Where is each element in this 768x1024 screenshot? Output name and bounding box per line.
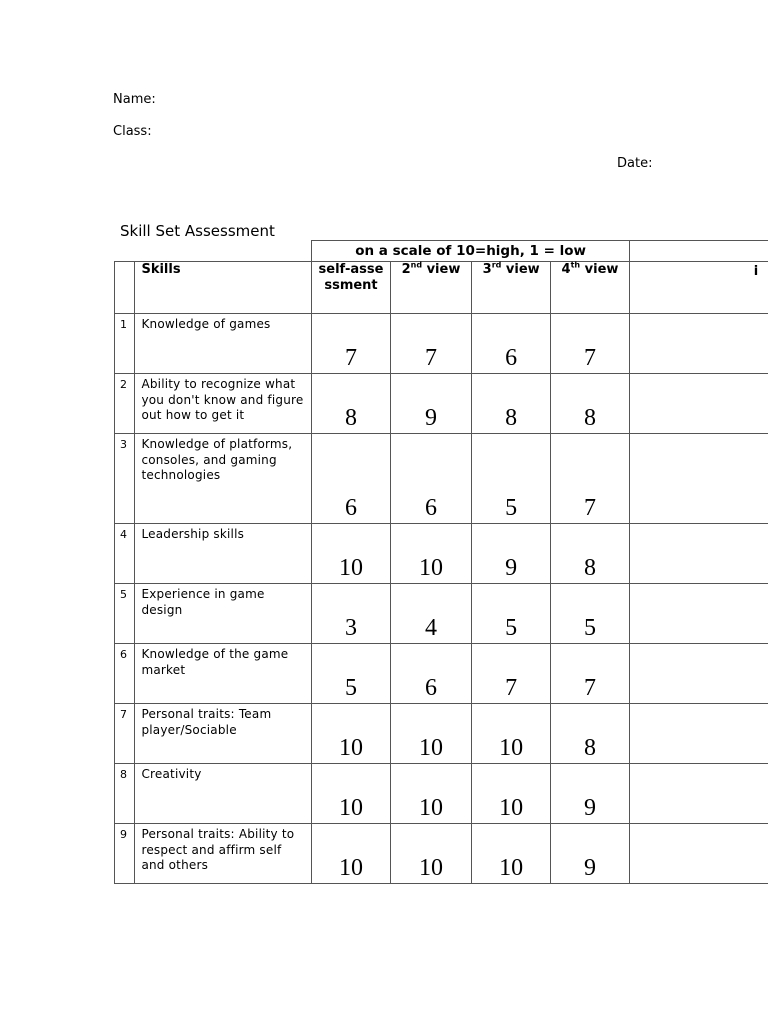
skills-column-header: Skills bbox=[135, 262, 312, 314]
score-cell: 7 bbox=[312, 314, 390, 374]
row-number: 3 bbox=[115, 434, 135, 524]
score-cell: 6 bbox=[390, 434, 472, 524]
name-label: Name: bbox=[113, 92, 156, 107]
extra-cell bbox=[629, 524, 768, 584]
score-cell: 6 bbox=[472, 314, 551, 374]
scale-header: on a scale of 10=high, 1 = low bbox=[312, 241, 630, 262]
table-row bbox=[115, 374, 768, 434]
score-cell: 8 bbox=[312, 374, 390, 434]
score-cell: 10 bbox=[472, 824, 551, 884]
column-header-row bbox=[115, 262, 768, 314]
table-row bbox=[115, 824, 768, 884]
extra-cell bbox=[629, 584, 768, 644]
date-label: Date: bbox=[617, 156, 653, 171]
document-title: Skill Set Assessment bbox=[120, 222, 275, 240]
row-number: 5 bbox=[115, 584, 135, 644]
skill-name: Personal traits: Team player/Sociable bbox=[135, 704, 312, 764]
row-number: 4 bbox=[115, 524, 135, 584]
skill-name: Experience in game design bbox=[135, 584, 312, 644]
row-number: 1 bbox=[115, 314, 135, 374]
extra-column-header: i bbox=[629, 262, 768, 314]
score-cell: 5 bbox=[312, 644, 390, 704]
score-cell: 8 bbox=[551, 524, 630, 584]
score-cell: 9 bbox=[472, 524, 551, 584]
extra-cell bbox=[629, 314, 768, 374]
score-cell: 10 bbox=[472, 704, 551, 764]
table-row bbox=[115, 644, 768, 704]
score-cell: 9 bbox=[551, 764, 630, 824]
extra-cell bbox=[629, 824, 768, 884]
extra-cell bbox=[629, 374, 768, 434]
view-3-header: 3rd view bbox=[472, 262, 551, 314]
table-row bbox=[115, 584, 768, 644]
score-cell: 7 bbox=[472, 644, 551, 704]
score-cell: 4 bbox=[390, 584, 472, 644]
score-cell: 7 bbox=[551, 434, 630, 524]
view-4-header: 4th view bbox=[551, 262, 630, 314]
self-assessment-label: self-assessment bbox=[318, 262, 384, 293]
skill-name: Creativity bbox=[135, 764, 312, 824]
skill-name: Personal traits: Ability to respect and affirm self and others bbox=[135, 824, 312, 884]
table-row bbox=[115, 434, 768, 524]
row-number: 7 bbox=[115, 704, 135, 764]
row-number: 9 bbox=[115, 824, 135, 884]
skill-assessment-table bbox=[114, 240, 768, 884]
self-assessment-header bbox=[312, 262, 390, 314]
table-row bbox=[115, 704, 768, 764]
scale-header-row bbox=[115, 241, 768, 262]
row-number: 2 bbox=[115, 374, 135, 434]
score-cell: 8 bbox=[551, 374, 630, 434]
extra-cell bbox=[629, 764, 768, 824]
score-cell: 9 bbox=[551, 824, 630, 884]
score-cell: 3 bbox=[312, 584, 390, 644]
skill-name: Ability to recognize what you don't know and figure out how to get it bbox=[135, 374, 312, 434]
score-cell: 10 bbox=[312, 524, 390, 584]
table-row bbox=[115, 314, 768, 374]
score-cell: 6 bbox=[312, 434, 390, 524]
skill-name: Knowledge of platforms, consoles, and gaming technologies bbox=[135, 434, 312, 524]
extra-cell bbox=[629, 704, 768, 764]
score-cell: 6 bbox=[390, 644, 472, 704]
score-cell: 7 bbox=[551, 644, 630, 704]
score-cell: 7 bbox=[551, 314, 630, 374]
score-cell: 5 bbox=[551, 584, 630, 644]
score-cell: 7 bbox=[390, 314, 472, 374]
score-cell: 10 bbox=[312, 764, 390, 824]
score-cell: 10 bbox=[390, 704, 472, 764]
extra-cell bbox=[629, 434, 768, 524]
table-row bbox=[115, 524, 768, 584]
row-number: 6 bbox=[115, 644, 135, 704]
score-cell: 10 bbox=[472, 764, 551, 824]
row-number: 8 bbox=[115, 764, 135, 824]
score-cell: 10 bbox=[312, 824, 390, 884]
skill-name: Knowledge of the game market bbox=[135, 644, 312, 704]
skill-name: Leadership skills bbox=[135, 524, 312, 584]
score-cell: 9 bbox=[390, 374, 472, 434]
score-cell: 8 bbox=[472, 374, 551, 434]
score-cell: 10 bbox=[390, 764, 472, 824]
score-cell: 10 bbox=[312, 704, 390, 764]
score-cell: 10 bbox=[390, 824, 472, 884]
view-2-header: 2nd view bbox=[390, 262, 472, 314]
skill-rows bbox=[115, 314, 768, 884]
score-cell: 5 bbox=[472, 584, 551, 644]
score-cell: 8 bbox=[551, 704, 630, 764]
extra-cell bbox=[629, 644, 768, 704]
score-cell: 10 bbox=[390, 524, 472, 584]
table-row bbox=[115, 764, 768, 824]
class-label: Class: bbox=[113, 124, 152, 139]
score-cell: 5 bbox=[472, 434, 551, 524]
skill-name: Knowledge of games bbox=[135, 314, 312, 374]
